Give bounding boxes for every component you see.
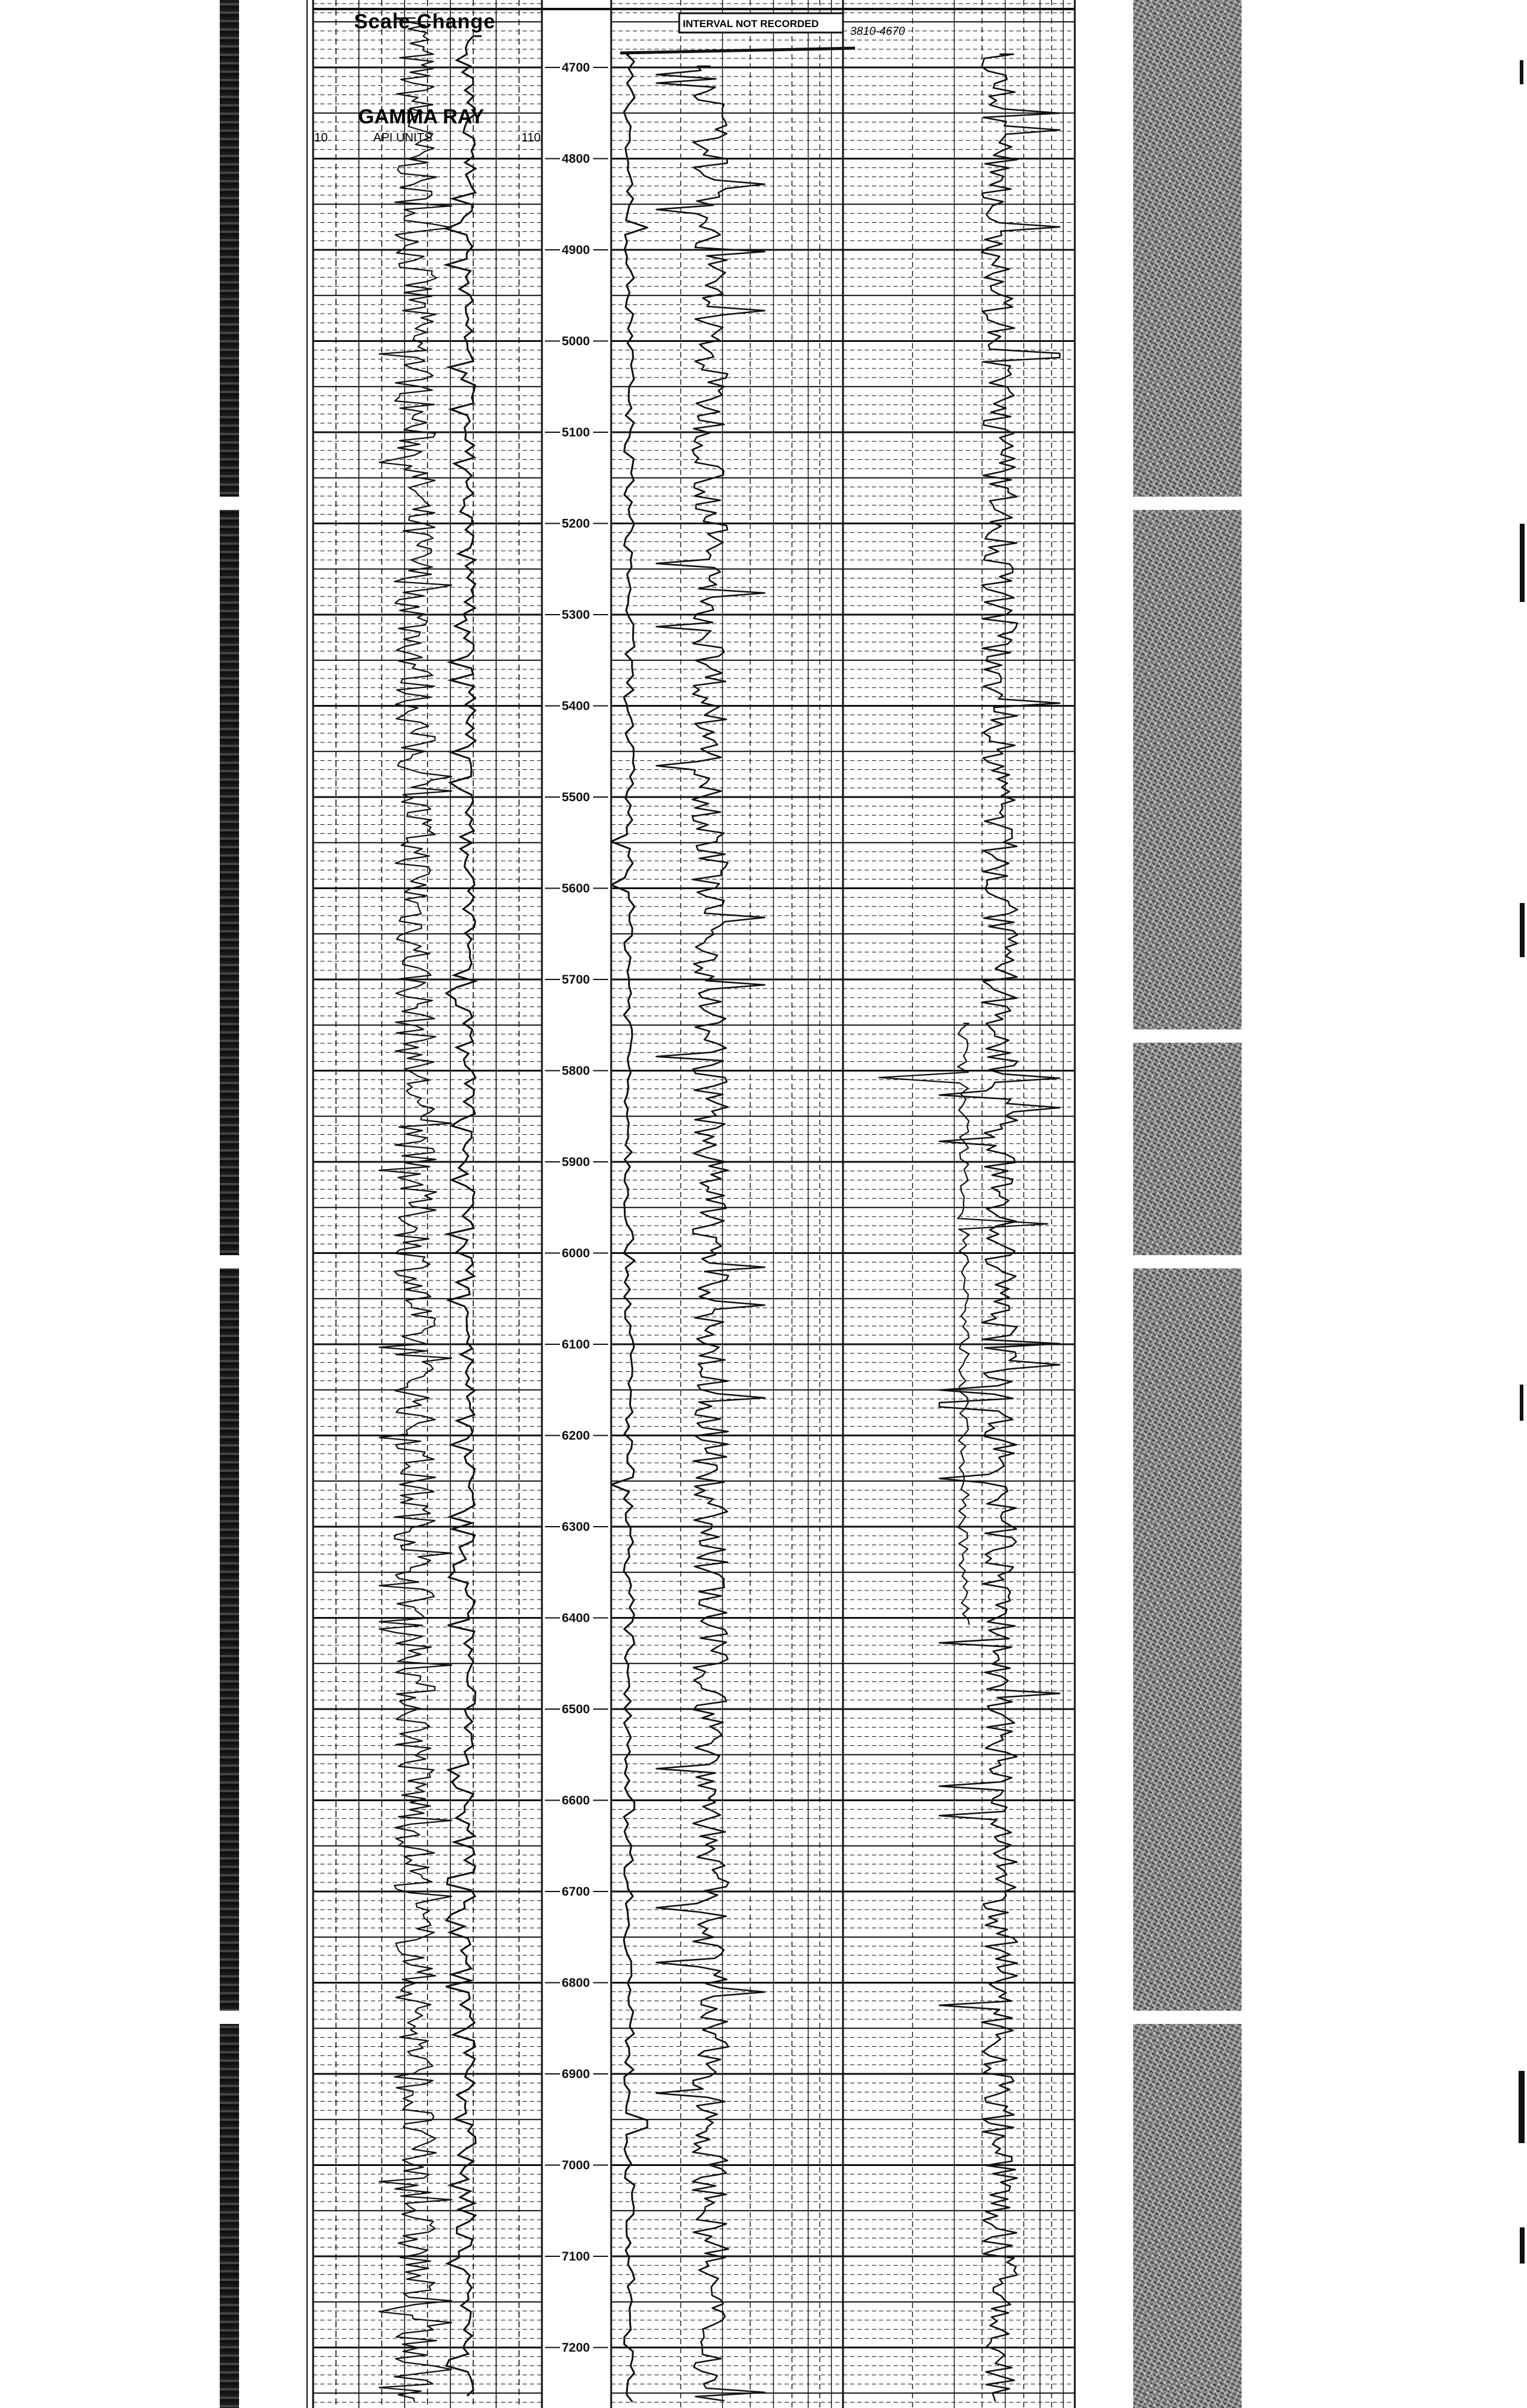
log-curves xyxy=(379,18,1060,2402)
depth-label: 5000 xyxy=(562,334,590,349)
gamma-ray-curve xyxy=(379,18,452,2402)
depth-label: 5300 xyxy=(562,608,590,622)
depth-label: 4700 xyxy=(562,61,590,75)
depth-label: 6400 xyxy=(562,1611,590,1625)
depth-label: 5400 xyxy=(562,699,590,713)
gamma-ray-title: GAMMA RAY xyxy=(358,105,485,128)
gamma-ray-scale-max: 110 xyxy=(521,131,541,144)
depth-labels xyxy=(562,61,590,2355)
depth-label: 6200 xyxy=(562,1429,590,1443)
depth-label: 6600 xyxy=(562,1793,590,1808)
depth-label: 7100 xyxy=(562,2250,590,2264)
depth-label: 6100 xyxy=(562,1338,590,1351)
depth-label: 5200 xyxy=(562,517,590,531)
depth-label: 5800 xyxy=(562,1064,590,1078)
depth-label: 6700 xyxy=(562,1885,590,1899)
depth-label: 5100 xyxy=(562,426,590,439)
gamma-ray-units: API UNITS xyxy=(373,131,432,144)
depth-label: 7200 xyxy=(562,2341,590,2355)
sp-curve xyxy=(611,54,647,2402)
depth-label: 6300 xyxy=(562,1520,590,1534)
right-margin-marks xyxy=(1517,0,1527,2408)
resistivity-shallow-curve xyxy=(939,54,1060,2401)
scale-change-label: Scale Change xyxy=(354,10,496,33)
depth-label: 5600 xyxy=(562,881,590,896)
interval-range-label: 3810-4670 xyxy=(850,25,905,38)
depth-label: 4900 xyxy=(562,243,590,257)
depth-label: 6900 xyxy=(562,2067,590,2081)
depth-label: 5700 xyxy=(562,973,590,987)
depth-label: 6500 xyxy=(562,1702,590,1716)
gamma-ray-scale-min: 10 xyxy=(314,131,328,144)
depth-label: 6800 xyxy=(562,1976,590,1990)
depth-label: 7000 xyxy=(562,2158,590,2173)
caliper-curve xyxy=(446,36,482,2396)
depth-label: 5500 xyxy=(562,790,590,804)
depth-label: 4800 xyxy=(562,152,590,166)
interval-not-recorded-label: INTERVAL NOT RECORDED xyxy=(683,18,819,29)
conductivity-curve xyxy=(879,1023,1048,1625)
depth-label: 5900 xyxy=(562,1155,590,1169)
depth-label: 6000 xyxy=(562,1246,590,1261)
resistivity-deep-curve xyxy=(656,66,765,2401)
